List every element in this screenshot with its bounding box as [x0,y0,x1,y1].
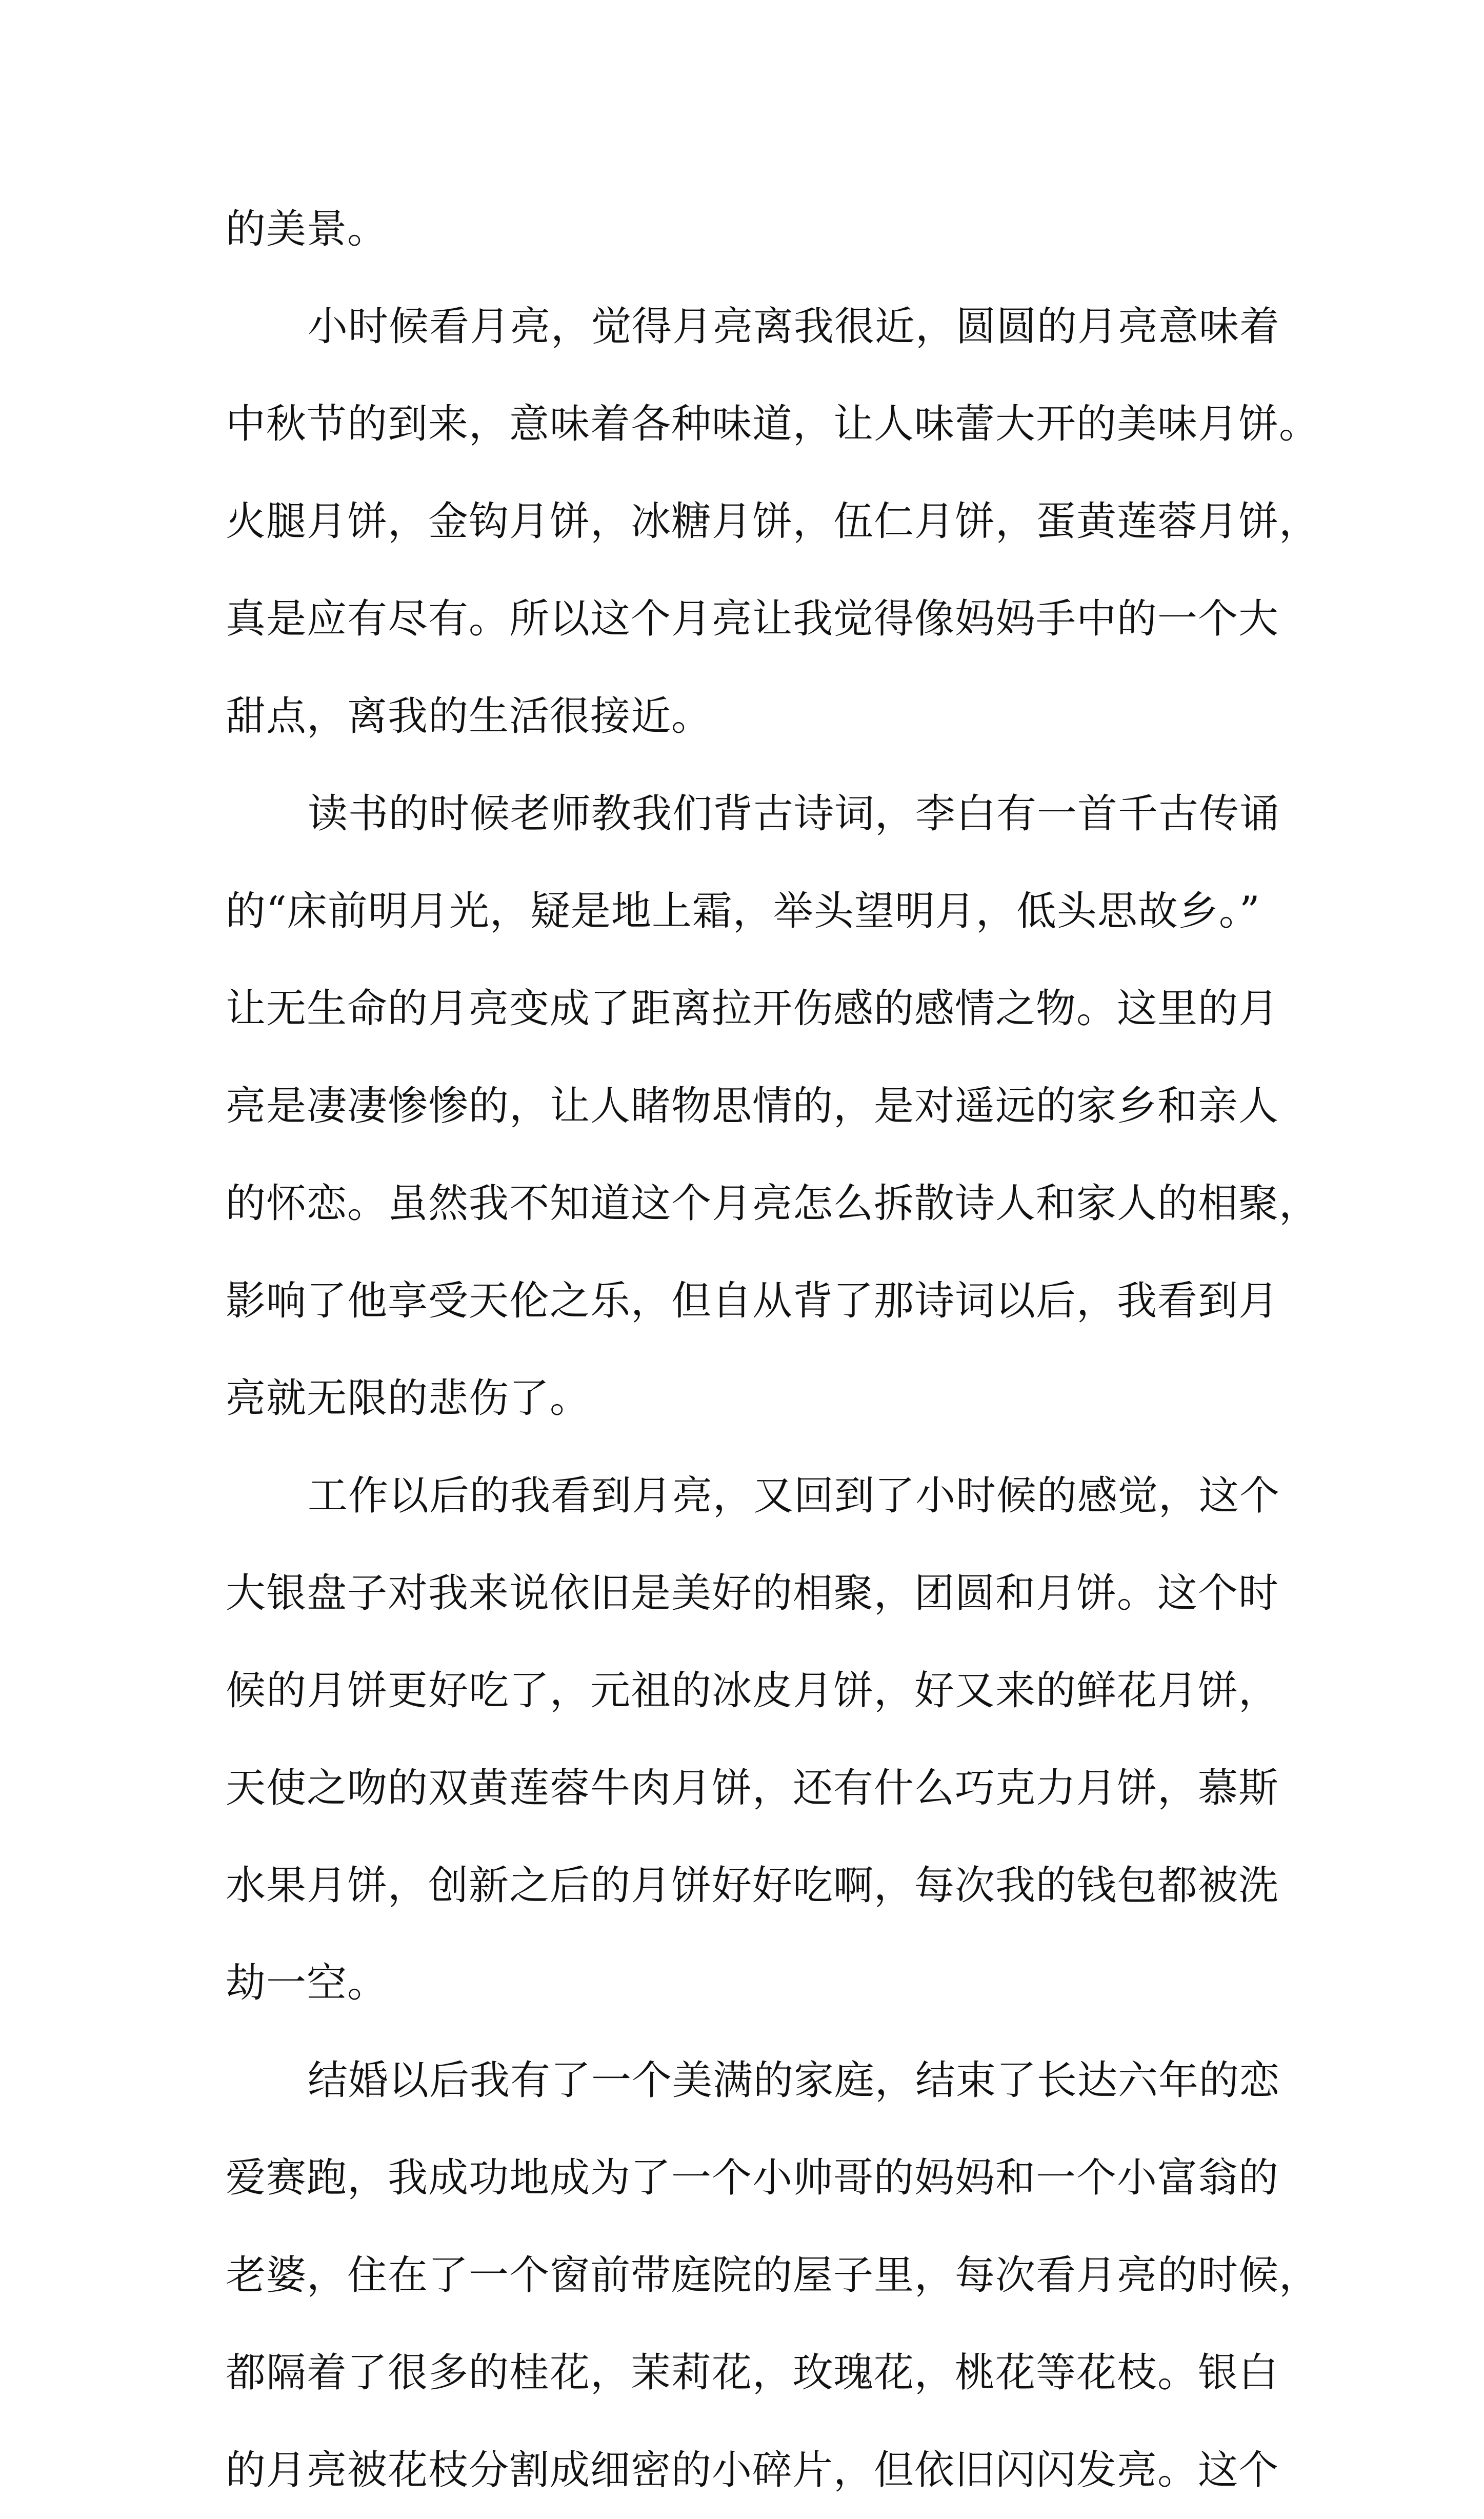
text-line: 让无生命的月亮变成了距离拉开伤感的感情之物。这里的月 [226,986,1279,1032]
text-line: 影响了他享受天伦之乐，但自从背了那诗词以后，我看到月 [226,1278,1279,1324]
text-line: 的月亮被花枝分割成细密的小碎片，但依旧闪闪发亮。这个 [226,2447,1279,2493]
text-line: 中秋节的到来，意味着各种味道，让人味蕾大开的美味月饼。 [226,401,1320,447]
text-line: 火腿月饼，金钩月饼，冰糖月饼，伍仁月饼，蛋黄莲蓉月饼， [226,498,1320,545]
text-line: 天使之吻的双黄莲蓉牛肉月饼，还有什么巧克力月饼，慕斯 [226,1765,1279,1811]
text-line: 老婆，住在了一个窗前带庭院的屋子里，每次看月亮的时候， [226,2252,1320,2298]
text-line: 亮是凄凄惨惨的，让人睹物思情的，是对遥远的家乡和亲人 [226,1083,1279,1129]
text-line: 爱赛跑，我成功地成为了一个小帅哥的妈妈和一个小富翁的 [226,2155,1279,2201]
text-line: 甜点，离我的生活很接近。 [226,693,712,739]
text-line: 的怀恋。虽然我不知道这个月亮怎么拆散诗人和家人的相聚， [226,1181,1320,1227]
text-line: 的美景。 [226,206,388,252]
text-line: 都隔着了很多的桂花，茉莉花，玫瑰花，桃花等花枝。银白 [226,2350,1279,2396]
text-line: 真是应有尽有。所以这个月亮让我觉得像妈妈手中的一个大 [226,596,1279,642]
paragraph-first-line: 小时候看月亮，觉得月亮离我很近，圆圆的月亮意味着 [308,304,1280,350]
body-text [226,181,1320,2519]
text-line: 水果月饼，创新之后的月饼好好吃啊，每次我的钱包都被洗 [226,1863,1279,1909]
paragraph-first-line: 读书的时候老师教我们背古诗词，李白有一首千古传诵 [308,791,1280,837]
paragraph-first-line: 工作以后的我看到月亮，又回到了小时候的感觉，这个 [308,1473,1280,1519]
paragraph-first-line: 结婚以后我有了一个美满的家庭，结束了长达六年的恋 [308,2057,1280,2104]
text-line: 候的月饼更好吃了，元祖的冰皮月饼，好又来的鲜花月饼， [226,1668,1279,1714]
text-line: 亮就无限的悲伤了。 [226,1375,591,1422]
text-line: 的“床前明月光，疑是地上霜，举头望明月，低头思故乡。” [226,888,1260,934]
text-line: 大银盘子对我来说依旧是美好的相聚，团圆和月饼。这个时 [226,1570,1279,1616]
text-line: 劫一空。 [226,1960,388,2006]
